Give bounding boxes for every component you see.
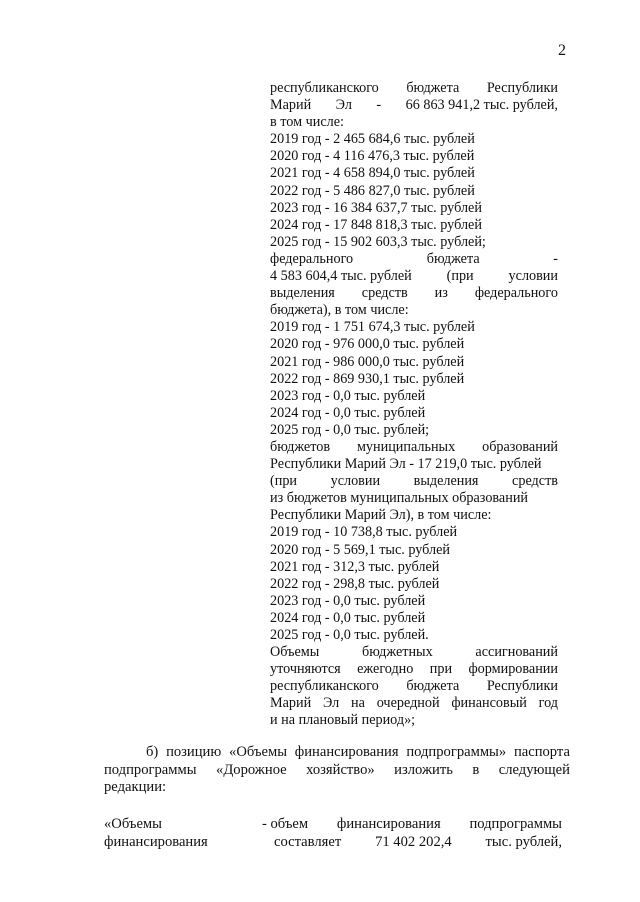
word: подпрограммы <box>104 761 197 778</box>
word: Республики <box>486 80 558 96</box>
word: республиканского <box>270 80 379 96</box>
note-line-1 <box>270 644 558 661</box>
word: Марий <box>270 97 312 114</box>
republican-line-2 <box>270 97 558 114</box>
republican-year-line: 2024 год - 17 848 818,3 тыс. рублей <box>270 216 482 233</box>
word: федерального <box>474 285 558 302</box>
word: - объем <box>262 816 309 832</box>
word: - <box>553 250 558 267</box>
municipal-year-line: 2021 год - 312,3 тыс. рублей <box>270 558 440 575</box>
federal-year-line: 2023 год - 0,0 тыс. рублей <box>270 387 426 404</box>
word: финансирования <box>294 744 399 760</box>
republican-year-line: 2020 год - 4 116 476,3 тыс. рублей <box>270 148 475 165</box>
paragraph-b-line-2 <box>104 762 570 780</box>
word: Эл <box>322 695 340 712</box>
word: следующей <box>498 761 570 778</box>
federal-line-2 <box>270 268 558 285</box>
table-label-line: «Объемы <box>104 816 162 832</box>
word: финансирования <box>336 816 441 832</box>
note-line-5: и на плановый период»; <box>270 712 416 729</box>
federal-line-1 <box>270 251 558 268</box>
word: 4 583 604,4 тыс. рублей <box>270 268 412 285</box>
municipal-year-line: 2023 год - 0,0 тыс. рублей <box>270 592 426 609</box>
note-line-2 <box>270 661 558 678</box>
municipal-year-line: 2020 год - 5 569,1 тыс. рублей <box>270 541 450 558</box>
word: Объемы <box>270 644 320 661</box>
word: бюджета <box>426 250 480 267</box>
republican-year-line: 2025 год - 15 902 603,3 тыс. рублей; <box>270 233 486 250</box>
word: хозяйство» <box>306 761 375 778</box>
word: подпрограммы <box>469 816 562 832</box>
word: из <box>434 285 448 302</box>
word: в <box>472 761 480 778</box>
note-line-4 <box>270 695 558 712</box>
federal-year-line: 2021 год - 986 000,0 тыс. рублей <box>270 353 465 370</box>
word: Марий <box>270 695 312 712</box>
word: федерального <box>270 250 354 267</box>
federal-year-line: 2022 год - 869 930,1 тыс. рублей <box>270 370 465 387</box>
word: Республики <box>486 678 558 695</box>
table-label-cell <box>104 816 208 851</box>
table-value-line-2 <box>262 834 562 852</box>
municipal-line-3 <box>270 473 558 490</box>
word: бюджета <box>406 80 460 96</box>
word: при <box>429 661 453 678</box>
word: бюджетов <box>270 438 331 455</box>
word: Эл <box>335 97 352 114</box>
word: паспорта <box>513 744 570 760</box>
word: подпрограммы» <box>406 744 507 760</box>
word: (при <box>446 268 474 285</box>
word: республиканского <box>270 678 379 695</box>
note-line-3 <box>270 678 558 695</box>
word: средств <box>512 473 558 490</box>
municipal-line-4: из бюджетов муниципальных образований <box>270 490 528 507</box>
word: «Объемы <box>229 744 288 760</box>
word: изложить <box>394 761 453 778</box>
word: «Дорожное <box>216 761 287 778</box>
municipal-year-line: 2019 год - 10 738,8 тыс. рублей <box>270 524 458 541</box>
word: 66 863 941,2 тыс. рублей, <box>405 97 558 114</box>
municipal-year-line: 2022 год - 298,8 тыс. рублей <box>270 575 440 592</box>
republican-line-1 <box>270 80 558 97</box>
word: бюджета <box>406 678 460 695</box>
federal-year-line: 2025 год - 0,0 тыс. рублей; <box>270 421 430 438</box>
federal-year-line: 2019 год - 1 751 674,3 тыс. рублей <box>270 319 475 336</box>
word: муниципальных <box>356 438 456 455</box>
paragraph-b <box>104 744 570 797</box>
republican-year-line: 2022 год - 5 486 827,0 тыс. рублей <box>270 182 475 199</box>
word: 71 402 202,4 <box>375 833 452 850</box>
word: на <box>351 695 365 712</box>
word: ассигнований <box>475 644 558 661</box>
word: - <box>376 97 382 114</box>
municipal-line-2: Республики Марий Эл - 17 219,0 тыс. рублей <box>270 456 542 473</box>
federal-year-line: 2024 год - 0,0 тыс. рублей <box>270 404 426 421</box>
word: бюджетных <box>362 644 433 661</box>
word: условии <box>330 473 381 490</box>
republican-year-line: 2021 год - 4 658 894,0 тыс. рублей <box>270 165 475 182</box>
table-value-line-1 <box>262 816 562 834</box>
word: (при <box>270 473 298 490</box>
word: средств <box>361 285 408 302</box>
word: образований <box>482 438 558 455</box>
word: ежегодно <box>357 661 414 678</box>
republican-year-line: 2019 год - 2 465 684,6 тыс. рублей <box>270 131 475 148</box>
municipal-year-line: 2024 год - 0,0 тыс. рублей <box>270 609 426 626</box>
word: условии <box>508 268 558 285</box>
federal-line-3 <box>270 285 558 302</box>
word: тыс. рублей, <box>485 833 562 850</box>
municipal-year-line: 2025 год - 0,0 тыс. рублей. <box>270 627 429 643</box>
word: финансовый <box>451 695 527 712</box>
table-label-line: финансирования <box>104 833 208 850</box>
word: б) <box>146 744 159 760</box>
federal-line-4: бюджета), в том числе: <box>270 302 409 319</box>
word: формировании <box>468 661 558 678</box>
word: год <box>538 695 558 712</box>
federal-year-line: 2020 год - 976 000,0 тыс. рублей <box>270 336 465 353</box>
republican-intro: в том числе: <box>270 114 344 131</box>
word: выделения <box>413 473 479 490</box>
word: очередной <box>376 695 440 712</box>
paragraph-b-line-1 <box>104 744 570 762</box>
word: позицию <box>166 744 222 760</box>
municipal-line-1 <box>270 439 558 456</box>
word: выделения <box>270 285 335 302</box>
municipal-line-5: Республики Марий Эл), в том числе: <box>270 507 492 524</box>
funding-text-block <box>270 80 558 730</box>
word: уточняются <box>270 661 341 678</box>
word: составляет <box>274 833 342 850</box>
paragraph-b-line-3: редакции: <box>104 779 167 796</box>
page-number: 2 <box>558 42 566 59</box>
table-value-cell <box>262 816 562 851</box>
republican-year-line: 2023 год - 16 384 637,7 тыс. рублей <box>270 199 482 216</box>
